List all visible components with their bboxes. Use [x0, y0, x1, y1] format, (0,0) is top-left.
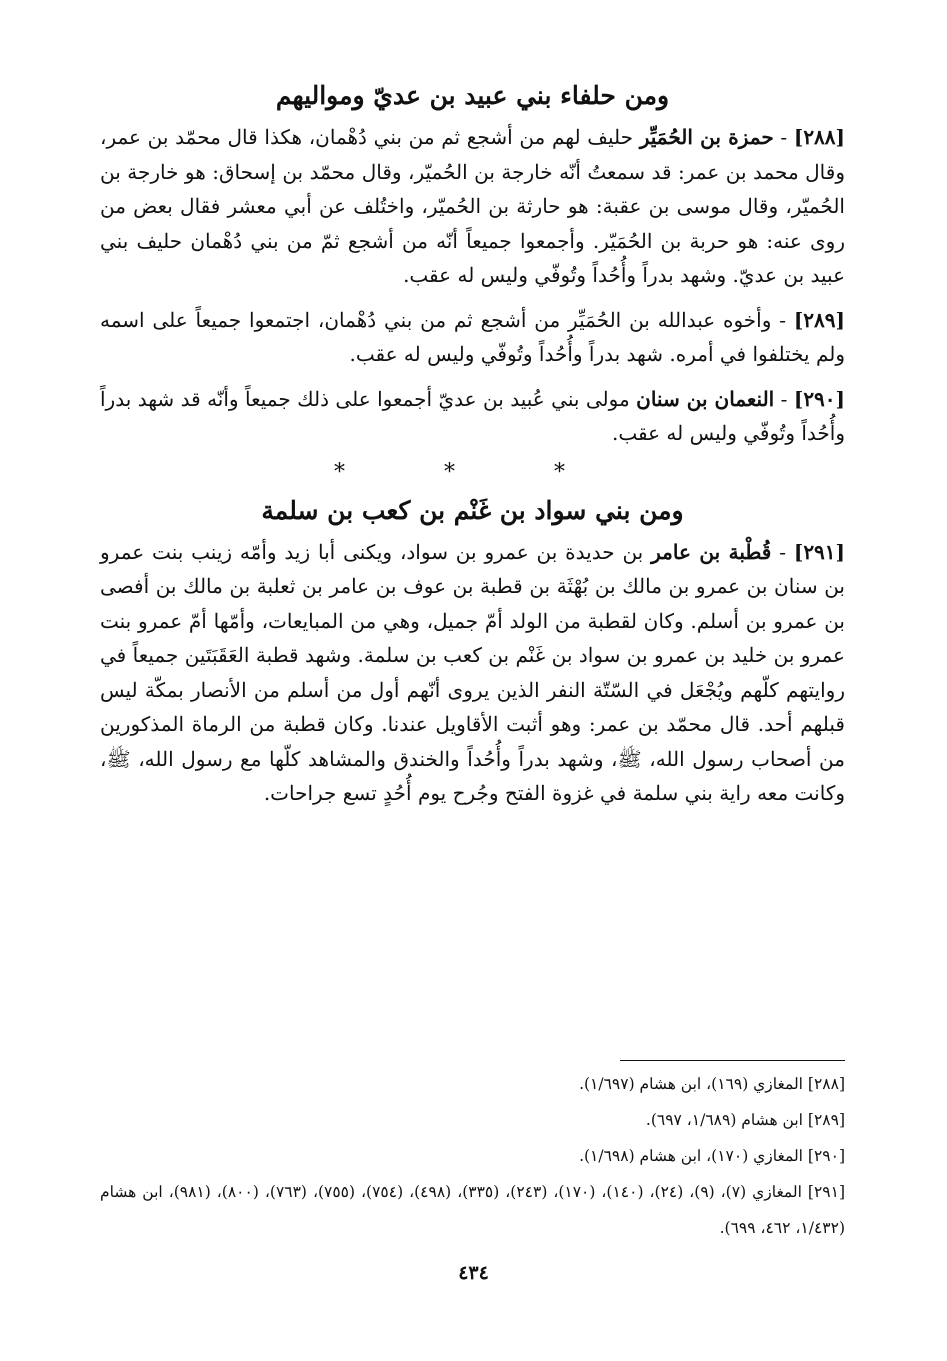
section-heading-allies: ومن حلفاء بني عبيد بن عديّ ومواليهم: [275, 81, 670, 110]
entry-290: [٢٩٠] - النعمان بن سنان مولى بني عُبيد بن عديّ أجمعوا على ذلك جميعاً وأنّه قد شهد بدراً وأُحُداً وتُوفّي وليس له عقب.: [100, 386, 846, 445]
entry-text: مولى بني عُبيد بن عديّ أجمعوا على ذلك جميعاً وأنّه قد شهد بدراً وأُحُداً وتُوفّي وليس له عقب.: [100, 386, 845, 445]
entry-text: وأخوه عبدالله بن الحُمَيِّر من أشجع ثم من بني دُهْمان، اجتمعوا جميعاً على اسمه ولم يختلفوا في أمره. شهد بدراً وأُحُداً وتُوفّي وليس له عقب.: [100, 307, 845, 366]
footnote: [٢٨٨] المغازي (١٦٩)، ابن هشام (١/٦٩٧).: [579, 1075, 845, 1093]
entry-text: حليف لهم من أشجع ثم من بني دُهْمان، هكذا قال محمّد بن عمر، وقال محمد بن عمر: قد سمعتُ أنّه خارجة بن الحُميّر، وقال محمّد بن إسحاق: هو خارجة بن الحُميّر، وقال موسى بن عقبة: هو حارثة بن الحُميّر، واختُلف عن أبي معشر فقال بعض من روى عنه: هو حربة بن الحُمَيّر. وأجمعوا جميعاً أنّه من أشجع ثمّ من بني دُهْمان حليف بني عبيد بن عديّ. وشهد بدراً وأُحُداً وتُوفّي وليس له عقب.: [100, 125, 845, 287]
entry-288: [٢٨٨] - حمزة بن الحُمَيِّر حليف لهم من أشجع ثم من بني دُهْمان، هكذا قال محمّد بن عمر، وقال محمد بن عمر: قد سمعتُ أنّه خارجة بن الحُميّر، وقال محمّد بن إسحاق: هو خارجة بن الحُميّر، وقال موسى بن عقبة: هو حارثة بن الحُميّر، واختُلف عن أبي معشر فقال بعض من روى عنه: هو حربة بن الحُمَيّر. وأجمعوا جميعاً أنّه من أشجع ثمّ من بني دُهْمان حليف بني عبيد بن عديّ. وشهد بدراً وأُحُداً وتُوفّي وليس له عقب.: [100, 125, 846, 287]
footnotes: [100, 1066, 845, 1246]
entry-number: [٢٩١]: [793, 539, 846, 564]
entry-291: [٢٩١] - قُطْبة بن عامر بن حديدة بن عمرو بن سواد، ويكنى أبا زيد وأمّه زينب بنت عمرو بن سنان بن عمرو بن مالك بن بُهْثَة بن قطبة بن عوف بن عامر بن ثعلبة بن مالك بن أفصى بن عمرو بن أسلم. وكان لقطبة من الولد أمّ جميل، وهي من المبايعات، وأمّها أمّ عمرو بنت عمرو بن خليد بن عمرو بن سواد بن غَنْم بن كعب بن سلمة. وشهد قطبة العَقَبَتَين جميعاً في روايتهم كلّهم ويُجْعَل في السّتّة النفر الذين يروى أنّهم أول من أسلم من الأنصار بمكّة ليس قبلهم أحد. قال محمّد بن عمر: وهو أثبت الأقاويل عندنا. وكان قطبة من الرماة المذكورين من أصحاب رسول الله، ﷺ، وشهد بدراً وأُحُداً والخندق والمشاهد كلّها مع رسول الله، ﷺ، وكانت معه راية بني سلمة في غزوة الفتح وجُرح يوم أُحُدٍ تسع جراحات.: [100, 539, 846, 805]
entry-number: [٢٨٨]: [793, 125, 846, 149]
entry-289: [٢٨٩] - وأخوه عبدالله بن الحُمَيِّر من أشجع ثم من بني دُهْمان، اجتمعوا جميعاً على اسمه ولم يختلفوا في أمره. شهد بدراً وأُحُداً وتُوفّي وليس له عقب.: [100, 307, 845, 366]
footnote: [٢٩١] المغازي (٧)، (٩)، (٢٤)، (١٤٠)، (١٧٠)، (٢٤٣)، (٣٣٥)، (٤٩٨)، (٧٥٤)، (٧٥٥)، (٧٦٣)، (٨٠٠)، (٩٨١)، ابن هشام (١/٤٣٢، ٤٦٢، ٦٩٩).: [100, 1183, 845, 1237]
entry-name: حمزة بن الحُمَيِّر: [639, 125, 774, 149]
page-body: [100, 70, 845, 821]
page-number: ٤٣٤: [458, 1262, 489, 1284]
entry-number: [٢٩٠]: [793, 386, 846, 411]
footnote: [٢٨٩] ابن هشام (١/٦٨٩، ٦٩٧).: [645, 1111, 845, 1129]
entry-text: بن حديدة بن عمرو بن سواد، ويكنى أبا زيد وأمّه زينب بنت عمرو بن سنان بن عمرو بن مالك بن بُهْثَة بن قطبة بن عوف بن عامر بن ثعلبة بن مالك بن أفصى بن عمرو بن أسلم. وكان لقطبة من الولد أمّ جميل، وهي من المبايعات، وأمّها أمّ عمرو بنت عمرو بن خليد بن عمرو بن سواد بن غَنْم بن كعب بن سلمة. وشهد قطبة العَقَبَتَين جميعاً في روايتهم كلّهم ويُجْعَل في السّتّة النفر الذين يروى أنّهم أول من أسلم من الأنصار بمكّة ليس قبلهم أحد. قال محمّد بن عمر: وهو أثبت الأقاويل عندنا. وكان قطبة من الرماة المذكورين من أصحاب رسول الله، ﷺ، وشهد بدراً وأُحُداً والخندق والمشاهد كلّها مع رسول الله، ﷺ، وكانت معه راية بني سلمة في غزوة الفتح وجُرح يوم أُحُدٍ تسع جراحات.: [100, 539, 845, 805]
entry-name: قُطْبة بن عامر: [651, 539, 772, 564]
footnote: [٢٩٠] المغازي (١٧٠)، ابن هشام (١/٦٩٨).: [579, 1147, 845, 1165]
section-heading-banu-sawad: ومن بني سواد بن غَنْم بن كعب بن سلمة: [261, 495, 684, 525]
section-separator: * * *: [334, 459, 611, 485]
entry-name: النعمان بن سنان: [636, 386, 775, 411]
entry-number: [٢٨٩]: [793, 307, 845, 332]
footnote-divider: [620, 1060, 845, 1061]
